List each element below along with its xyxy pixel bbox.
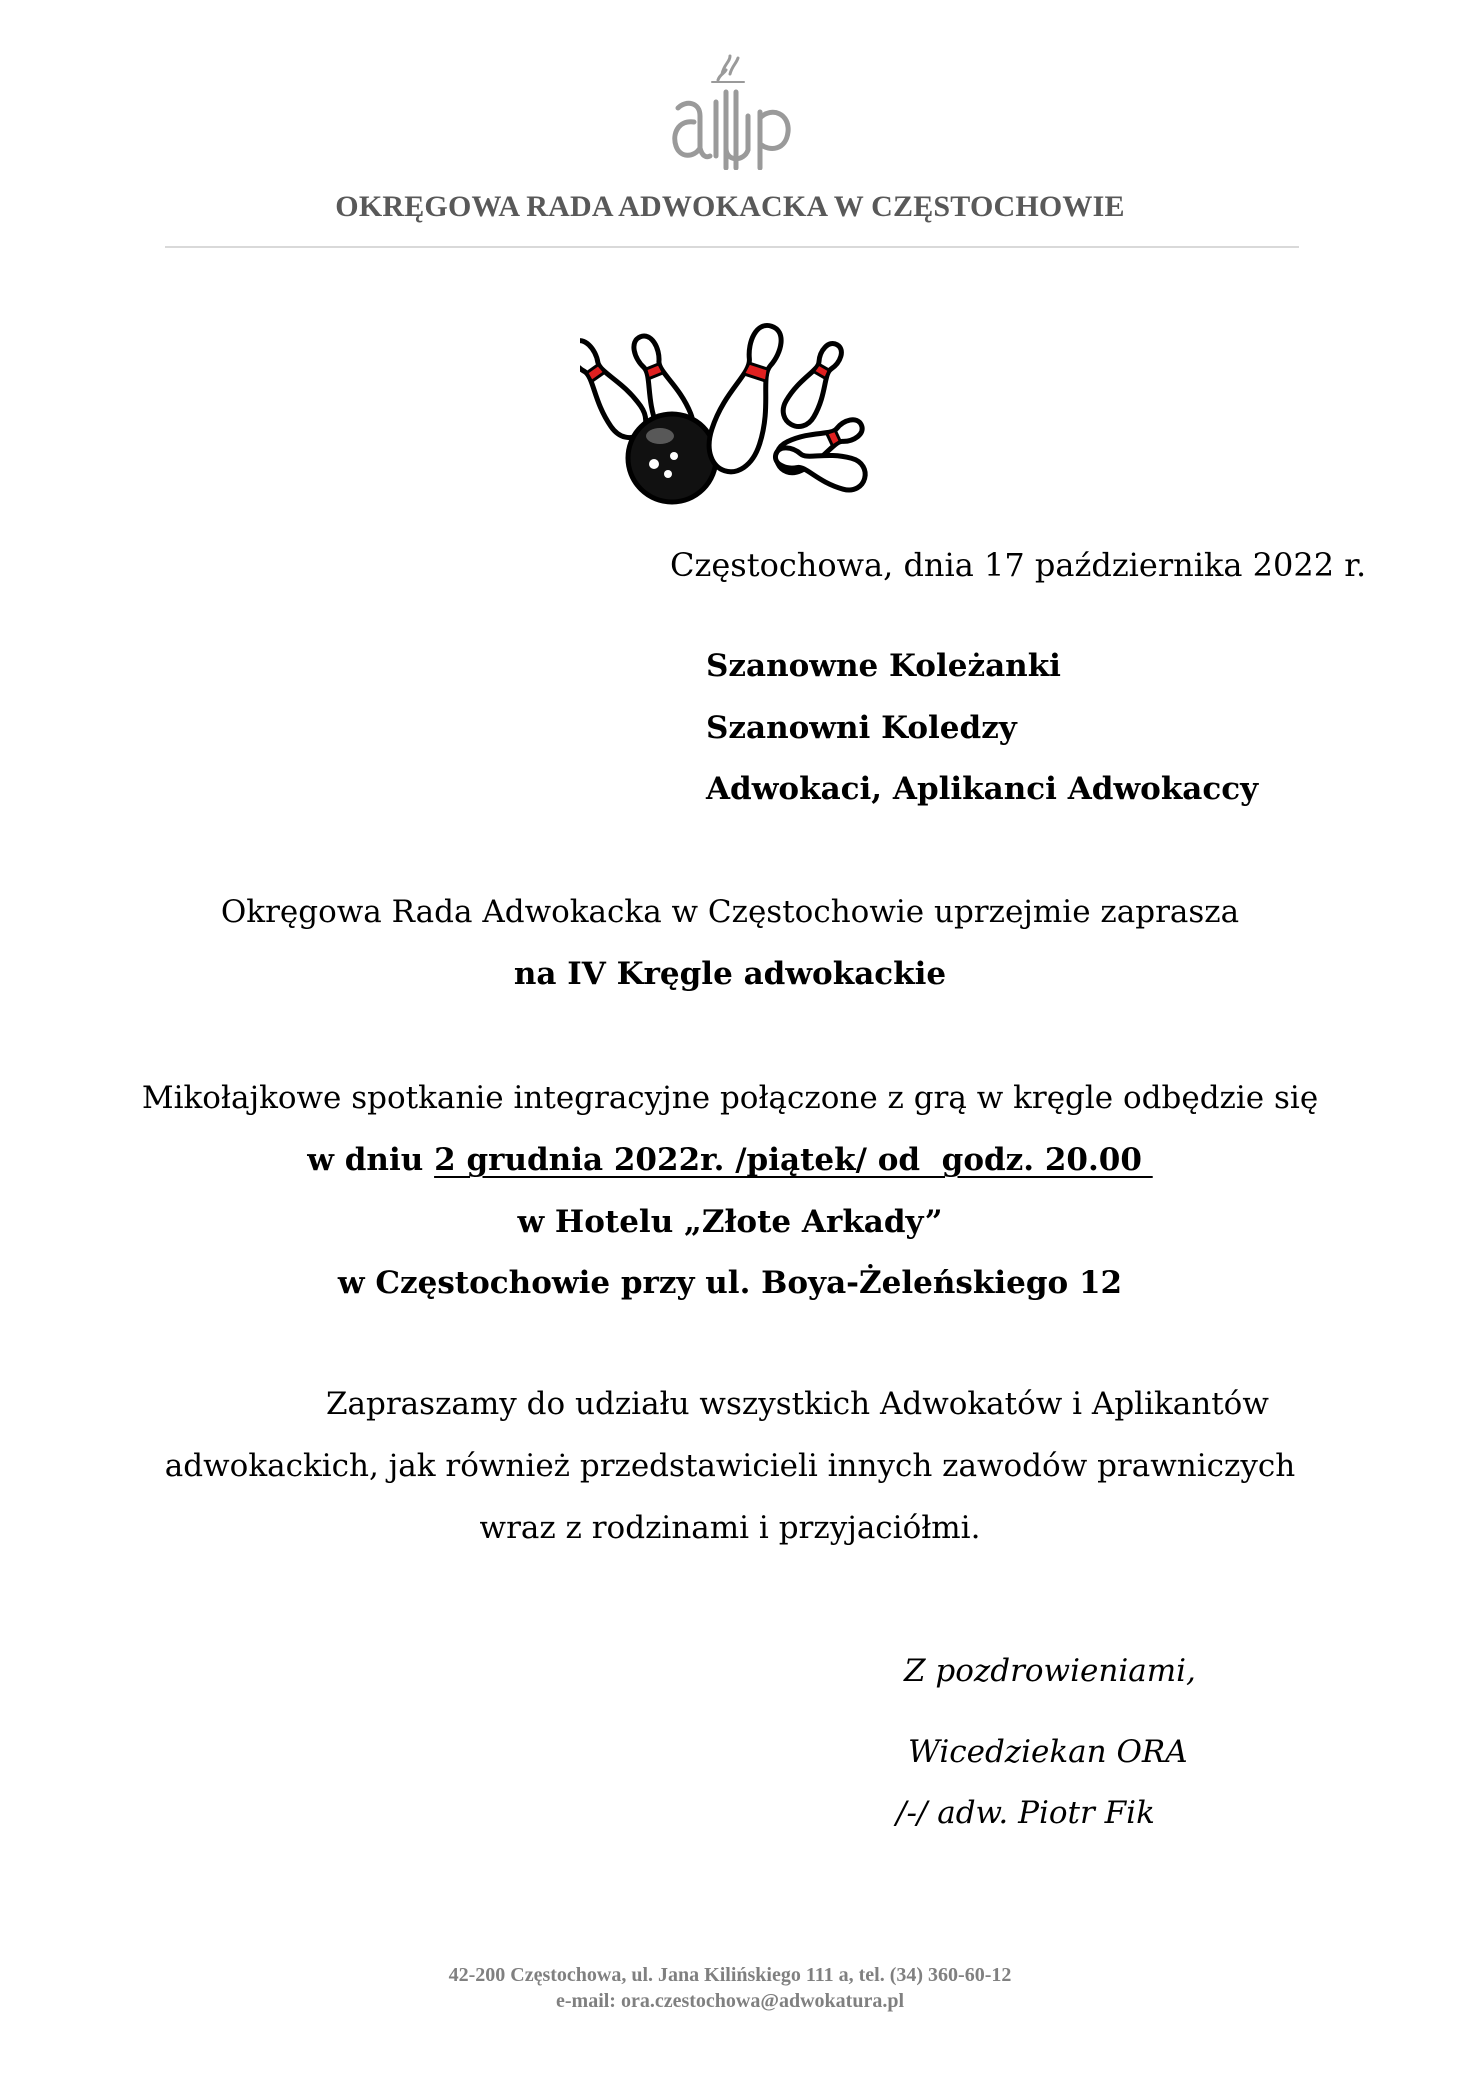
paragraph-line: wraz z rodzinami i przyjaciółmi. <box>479 1510 981 1546</box>
letter-date: Częstochowa, dnia 17 października 2022 r. <box>670 546 1367 584</box>
salutation-line: Szanowne Koleżanki <box>706 648 1061 684</box>
event-date-time <box>0 1142 1460 1178</box>
meeting-description: Mikołajkowe spotkanie integracyjne połączone z grą w kręgle odbędzie się <box>141 1080 1319 1116</box>
event-address: w Częstochowie przy ul. Boya-Żeleńskiego 12 <box>337 1265 1123 1301</box>
event-date-underlined: 2 grudnia 2022r. /piątek/ od godz. 20.00 <box>434 1142 1153 1178</box>
signer-name: /-/ adw. Piotr Fik <box>896 1795 1155 1831</box>
salutation-line: Szanowni Koledzy <box>706 710 1017 746</box>
paragraph-line: Zapraszamy do udziału wszystkich Adwokatów i Aplikantów <box>326 1386 1269 1422</box>
event-venue: w Hotelu „Złote Arkady” <box>517 1204 943 1240</box>
footer-address: 42-200 Częstochowa, ul. Jana Kilińskiego 111 a, tel. (34) 360-60-12 <box>448 1964 1012 1986</box>
header-divider <box>165 246 1299 248</box>
closing-greeting: Z pozdrowieniami, <box>904 1653 1196 1689</box>
invitation-line: Okręgowa Rada Adwokacka w Częstochowie uprzejmie zaprasza <box>220 894 1240 930</box>
bar-association-logo <box>664 52 794 170</box>
event-name: na IV Kręgle adwokackie <box>513 956 947 992</box>
footer-email: e-mail: ora.czestochowa@adwokatura.pl <box>556 1990 904 2012</box>
bowling-pins-and-ball-icon <box>580 318 880 508</box>
salutation-line: Adwokaci, Aplikanci Adwokaccy <box>706 771 1259 807</box>
signer-title: Wicedziekan ORA <box>908 1734 1188 1770</box>
organization-title: OKRĘGOWA RADA ADWOKACKA W CZĘSTOCHOWIE <box>335 190 1125 223</box>
paragraph-line: adwokackich, jak również przedstawicieli innych zawodów prawniczych <box>164 1448 1296 1484</box>
event-date-prefix: w dniu <box>307 1142 435 1178</box>
